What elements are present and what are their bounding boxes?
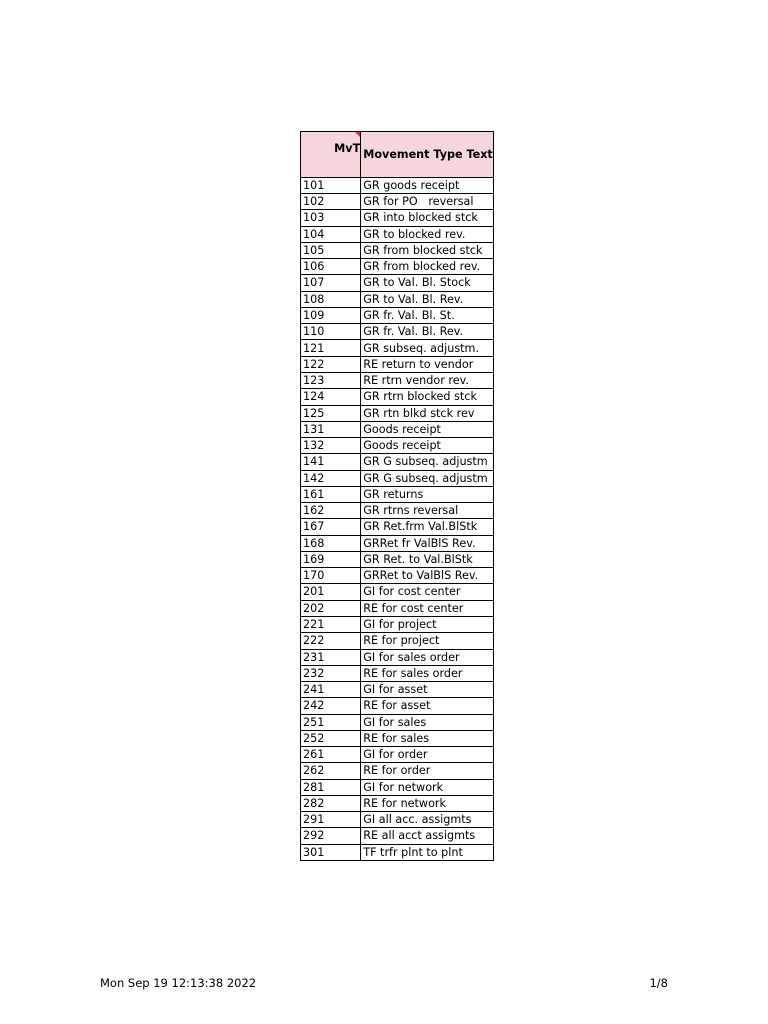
cell-movement-type-text: GR into blocked stck xyxy=(361,210,494,226)
cell-movement-type-text: GR Ret. to Val.BlStk xyxy=(361,551,494,567)
table-header-row xyxy=(301,132,494,178)
cell-movement-type-text: GR subseq. adjustm. xyxy=(361,340,494,356)
cell-movement-type-text: GI for sales order xyxy=(361,649,494,665)
cell-mvt: 142 xyxy=(301,470,361,486)
table-row xyxy=(301,649,494,665)
cell-movement-type-text: TF trfr plnt to plnt xyxy=(361,844,494,860)
table-row xyxy=(301,698,494,714)
cell-mvt: 252 xyxy=(301,730,361,746)
table-row xyxy=(301,519,494,535)
table-row xyxy=(301,291,494,307)
cell-mvt: 108 xyxy=(301,291,361,307)
cell-movement-type-text: GI for cost center xyxy=(361,584,494,600)
table-row xyxy=(301,438,494,454)
table-row xyxy=(301,259,494,275)
cell-movement-type-text: RE for sales order xyxy=(361,665,494,681)
table-row xyxy=(301,568,494,584)
cell-mvt: 261 xyxy=(301,747,361,763)
cell-mvt: 170 xyxy=(301,568,361,584)
table-row xyxy=(301,324,494,340)
cell-mvt: 222 xyxy=(301,633,361,649)
table-row xyxy=(301,844,494,860)
table-row xyxy=(301,551,494,567)
table-row xyxy=(301,210,494,226)
cell-mvt: 262 xyxy=(301,763,361,779)
cell-movement-type-text: GR fr. Val. Bl. St. xyxy=(361,307,494,323)
table-row xyxy=(301,584,494,600)
column-header-mvt xyxy=(301,132,361,178)
column-header-movement-type-text: Movement Type Text xyxy=(361,132,494,178)
cell-movement-type-text: GR G subseq. adjustm xyxy=(361,470,494,486)
table-row xyxy=(301,795,494,811)
cell-movement-type-text: RE for project xyxy=(361,633,494,649)
table-row xyxy=(301,194,494,210)
cell-movement-type-text: GI for order xyxy=(361,747,494,763)
cell-mvt: 107 xyxy=(301,275,361,291)
movement-type-table xyxy=(300,131,494,861)
table-row xyxy=(301,616,494,632)
table-body xyxy=(301,177,494,860)
cell-mvt: 231 xyxy=(301,649,361,665)
cell-mvt: 242 xyxy=(301,698,361,714)
cell-movement-type-text: GR to Val. Bl. Stock xyxy=(361,275,494,291)
cell-mvt: 132 xyxy=(301,438,361,454)
cell-mvt: 125 xyxy=(301,405,361,421)
cell-mvt: 169 xyxy=(301,551,361,567)
cell-mvt: 232 xyxy=(301,665,361,681)
cell-movement-type-text: RE rtrn vendor rev. xyxy=(361,373,494,389)
cell-mvt: 168 xyxy=(301,535,361,551)
table-row xyxy=(301,665,494,681)
cell-movement-type-text: RE return to vendor xyxy=(361,356,494,372)
cell-movement-type-text: GRRet to ValBlS Rev. xyxy=(361,568,494,584)
cell-mvt: 292 xyxy=(301,828,361,844)
cell-movement-type-text: GR to blocked rev. xyxy=(361,226,494,242)
cell-mvt: 241 xyxy=(301,682,361,698)
cell-movement-type-text: GR rtrns reversal xyxy=(361,503,494,519)
column-header-mvt-label: MvT xyxy=(334,142,361,156)
table-row xyxy=(301,486,494,502)
cell-mvt: 291 xyxy=(301,812,361,828)
cell-movement-type-text: RE for asset xyxy=(361,698,494,714)
table-row xyxy=(301,730,494,746)
cell-movement-type-text: GI all acc. assigmts xyxy=(361,812,494,828)
cell-mvt: 301 xyxy=(301,844,361,860)
cell-mvt: 167 xyxy=(301,519,361,535)
table-row xyxy=(301,275,494,291)
cell-mvt: 105 xyxy=(301,242,361,258)
cell-mvt: 141 xyxy=(301,454,361,470)
cell-mvt: 106 xyxy=(301,259,361,275)
table-row xyxy=(301,503,494,519)
cell-movement-type-text: GR fr. Val. Bl. Rev. xyxy=(361,324,494,340)
cell-movement-type-text: GR Ret.frm Val.BlStk xyxy=(361,519,494,535)
cell-movement-type-text: GR for PO reversal xyxy=(361,194,494,210)
cell-movement-type-text: GI for sales xyxy=(361,714,494,730)
table-row xyxy=(301,828,494,844)
cell-movement-type-text: GR to Val. Bl. Rev. xyxy=(361,291,494,307)
table-row xyxy=(301,714,494,730)
table-row xyxy=(301,454,494,470)
cell-movement-type-text: Goods receipt xyxy=(361,438,494,454)
cell-movement-type-text: RE for network xyxy=(361,795,494,811)
cell-movement-type-text: GR G subseq. adjustm xyxy=(361,454,494,470)
table-row xyxy=(301,389,494,405)
table-row xyxy=(301,600,494,616)
table-row xyxy=(301,356,494,372)
cell-mvt: 123 xyxy=(301,373,361,389)
cell-movement-type-text: RE for cost center xyxy=(361,600,494,616)
cell-mvt: 110 xyxy=(301,324,361,340)
cell-movement-type-text: GR returns xyxy=(361,486,494,502)
table-row xyxy=(301,763,494,779)
cell-movement-type-text: GR from blocked rev. xyxy=(361,259,494,275)
cell-mvt: 202 xyxy=(301,600,361,616)
cell-mvt: 221 xyxy=(301,616,361,632)
cell-movement-type-text: GR rtrn blocked stck xyxy=(361,389,494,405)
cell-movement-type-text: GI for asset xyxy=(361,682,494,698)
cell-mvt: 102 xyxy=(301,194,361,210)
cell-mvt: 161 xyxy=(301,486,361,502)
cell-mvt: 101 xyxy=(301,177,361,193)
cell-movement-type-text: GR goods receipt xyxy=(361,177,494,193)
cell-mvt: 251 xyxy=(301,714,361,730)
cell-movement-type-text: GR rtn blkd stck rev xyxy=(361,405,494,421)
cell-movement-type-text: RE all acct assigmts xyxy=(361,828,494,844)
table-row xyxy=(301,405,494,421)
table-row xyxy=(301,177,494,193)
cell-movement-type-text: RE for sales xyxy=(361,730,494,746)
page-number: 1/8 xyxy=(649,976,668,990)
cell-mvt: 121 xyxy=(301,340,361,356)
table-row xyxy=(301,470,494,486)
cell-mvt: 131 xyxy=(301,421,361,437)
table-row xyxy=(301,340,494,356)
cell-mvt: 124 xyxy=(301,389,361,405)
table-row xyxy=(301,779,494,795)
cell-mvt: 103 xyxy=(301,210,361,226)
table-row xyxy=(301,812,494,828)
cell-mvt: 162 xyxy=(301,503,361,519)
table-row xyxy=(301,242,494,258)
comment-marker-icon xyxy=(355,132,360,137)
cell-movement-type-text: GR from blocked stck xyxy=(361,242,494,258)
table-row xyxy=(301,682,494,698)
cell-movement-type-text: RE for order xyxy=(361,763,494,779)
cell-movement-type-text: GI for network xyxy=(361,779,494,795)
print-timestamp: Mon Sep 19 12:13:38 2022 xyxy=(100,976,257,990)
table-row xyxy=(301,226,494,242)
table-row xyxy=(301,747,494,763)
cell-mvt: 281 xyxy=(301,779,361,795)
cell-movement-type-text: GRRet fr ValBlS Rev. xyxy=(361,535,494,551)
table-row xyxy=(301,535,494,551)
cell-mvt: 201 xyxy=(301,584,361,600)
table-row xyxy=(301,421,494,437)
table-row xyxy=(301,373,494,389)
table-row xyxy=(301,307,494,323)
cell-mvt: 109 xyxy=(301,307,361,323)
cell-mvt: 122 xyxy=(301,356,361,372)
cell-mvt: 282 xyxy=(301,795,361,811)
cell-movement-type-text: Goods receipt xyxy=(361,421,494,437)
table-row xyxy=(301,633,494,649)
cell-mvt: 104 xyxy=(301,226,361,242)
cell-movement-type-text: GI for project xyxy=(361,616,494,632)
